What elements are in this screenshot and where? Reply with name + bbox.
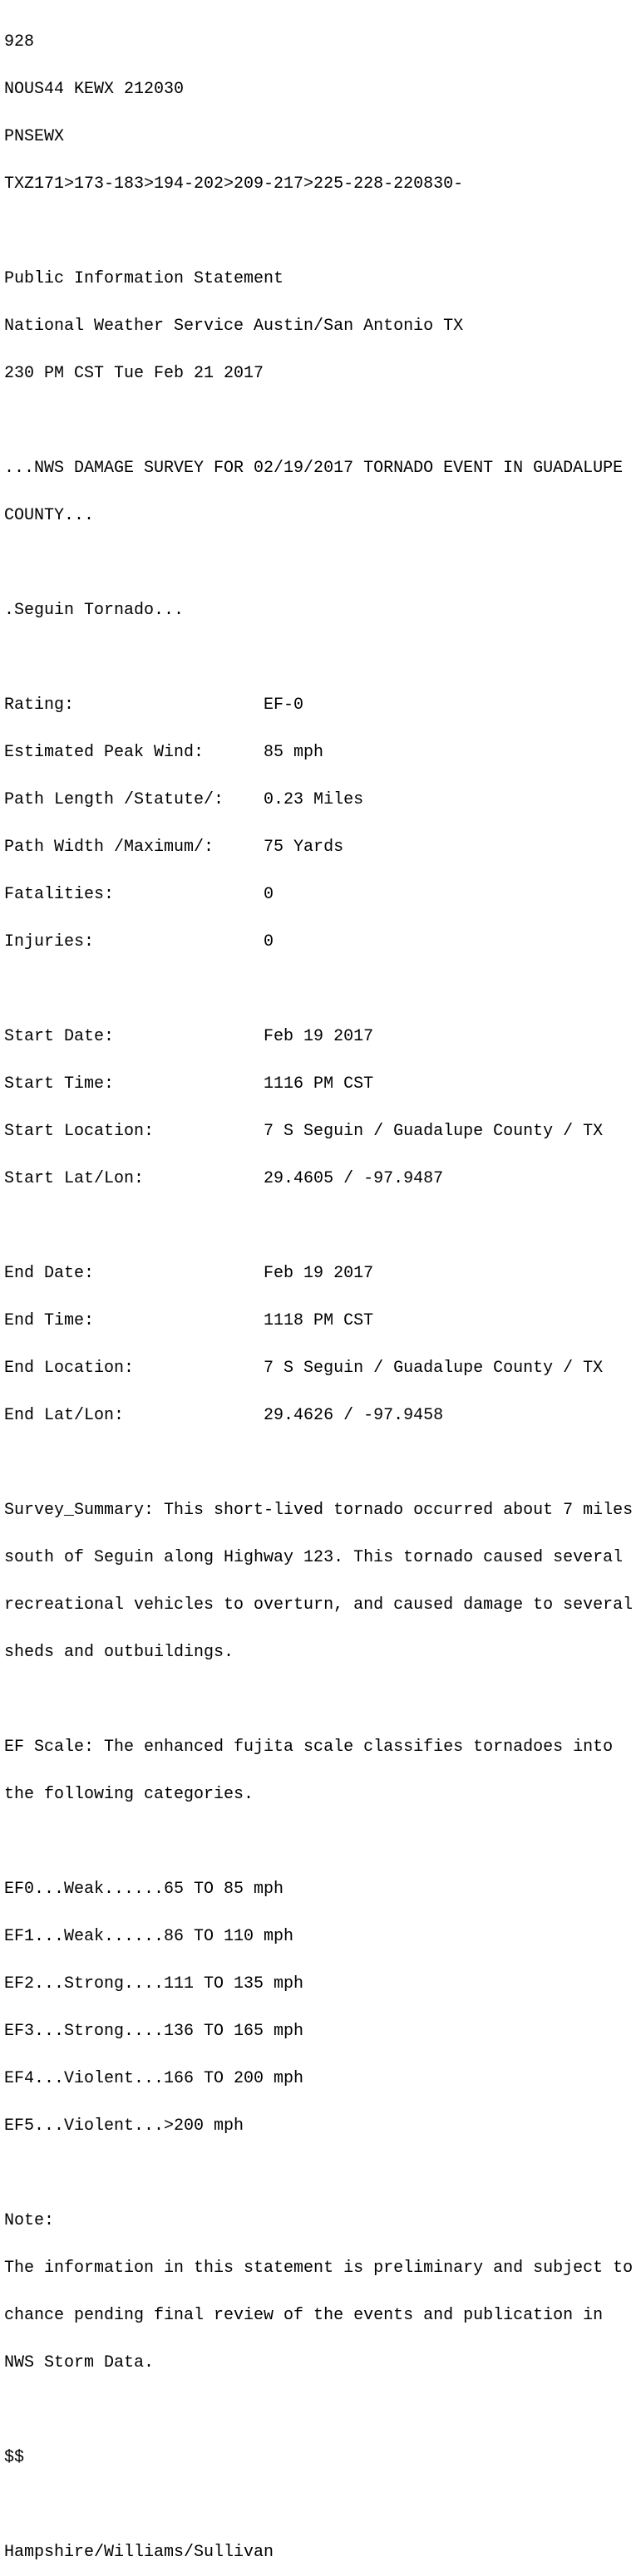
- blank-line: [4, 2166, 633, 2181]
- blank-line: [4, 1834, 633, 1850]
- awips-id: PNSEWX: [4, 127, 65, 146]
- blank-line: [4, 2497, 633, 2513]
- end-time-row: End Time: 1118 PM CST: [4, 1311, 374, 1330]
- ef-scale-intro: EF Scale: The enhanced fujita scale classifies tornadoes into: [4, 1738, 614, 1757]
- survey-summary-line: Survey_Summary: This short-lived tornado occurred about 7 miles: [4, 1501, 634, 1520]
- zone-codes: TXZ171>173-183>194-202>209-217>225-228-220830-: [4, 175, 464, 194]
- blank-line: [4, 650, 633, 666]
- issue-time: 230 PM CST Tue Feb 21 2017: [4, 364, 264, 383]
- ef-scale-row: EF3...Strong....136 TO 165 mph: [4, 2022, 304, 2041]
- survey-summary-line: recreational vehicles to overturn, and caused damage to several: [4, 1595, 634, 1615]
- note-text: chance pending final review of the events and publication in: [4, 2306, 604, 2325]
- product-number: 928: [4, 32, 35, 52]
- path-width-row: Path Width /Maximum/: 75 Yards: [4, 838, 344, 857]
- end-date-row: End Date: Feb 19 2017: [4, 1264, 374, 1283]
- blank-line: [4, 2402, 633, 2418]
- blank-line: [4, 555, 633, 571]
- end-marker: $$: [4, 2448, 25, 2467]
- headline-continued: COUNTY...: [4, 506, 95, 525]
- note-text: The information in this statement is preliminary and subject to: [4, 2259, 634, 2278]
- start-location-row: Start Location: 7 S Seguin / Guadalupe County / TX: [4, 1122, 604, 1141]
- survey-summary-line: south of Seguin along Highway 123. This tornado caused several: [4, 1548, 624, 1567]
- blank-line: [4, 1218, 633, 1234]
- blank-line: [4, 224, 633, 239]
- authors: Hampshire/Williams/Sullivan: [4, 2543, 274, 2562]
- start-date-row: Start Date: Feb 19 2017: [4, 1027, 374, 1046]
- fatalities-row: Fatalities: 0: [4, 885, 274, 904]
- blank-line: [4, 1692, 633, 1708]
- ef-scale-intro: the following categories.: [4, 1785, 254, 1804]
- ef-scale-row: EF5...Violent...>200 mph: [4, 2116, 244, 2136]
- blank-line: [4, 413, 633, 429]
- end-latlon-row: End Lat/Lon: 29.4626 / -97.9458: [4, 1406, 444, 1425]
- ef-scale-row: EF0...Weak......65 TO 85 mph: [4, 1880, 284, 1899]
- rating-row: Rating: EF-0: [4, 696, 304, 715]
- note-text: NWS Storm Data.: [4, 2353, 155, 2372]
- start-latlon-row: Start Lat/Lon: 29.4605 / -97.9487: [4, 1169, 444, 1188]
- statement-text: [4, 2, 633, 2576]
- ef-scale-row: EF4...Violent...166 TO 200 mph: [4, 2069, 304, 2088]
- statement-title: Public Information Statement: [4, 269, 284, 288]
- ef-scale-row: EF2...Strong....111 TO 135 mph: [4, 1974, 304, 1993]
- blank-line: [4, 981, 633, 997]
- injuries-row: Injuries: 0: [4, 932, 274, 951]
- headline: ...NWS DAMAGE SURVEY FOR 02/19/2017 TORNADO EVENT IN GUADALUPE: [4, 459, 624, 478]
- note-heading: Note:: [4, 2211, 55, 2230]
- start-time-row: Start Time: 1116 PM CST: [4, 1074, 374, 1094]
- wmo-header: NOUS44 KEWX 212030: [4, 80, 185, 99]
- end-location-row: End Location: 7 S Seguin / Guadalupe County / TX: [4, 1359, 604, 1378]
- survey-summary-line: sheds and outbuildings.: [4, 1643, 234, 1662]
- issuing-office: National Weather Service Austin/San Antonio TX: [4, 317, 464, 336]
- path-length-row: Path Length /Statute/: 0.23 Miles: [4, 790, 364, 809]
- blank-line: [4, 1455, 633, 1471]
- peak-wind-row: Estimated Peak Wind: 85 mph: [4, 743, 324, 762]
- event-name: .Seguin Tornado...: [4, 601, 185, 620]
- ef-scale-row: EF1...Weak......86 TO 110 mph: [4, 1927, 294, 1946]
